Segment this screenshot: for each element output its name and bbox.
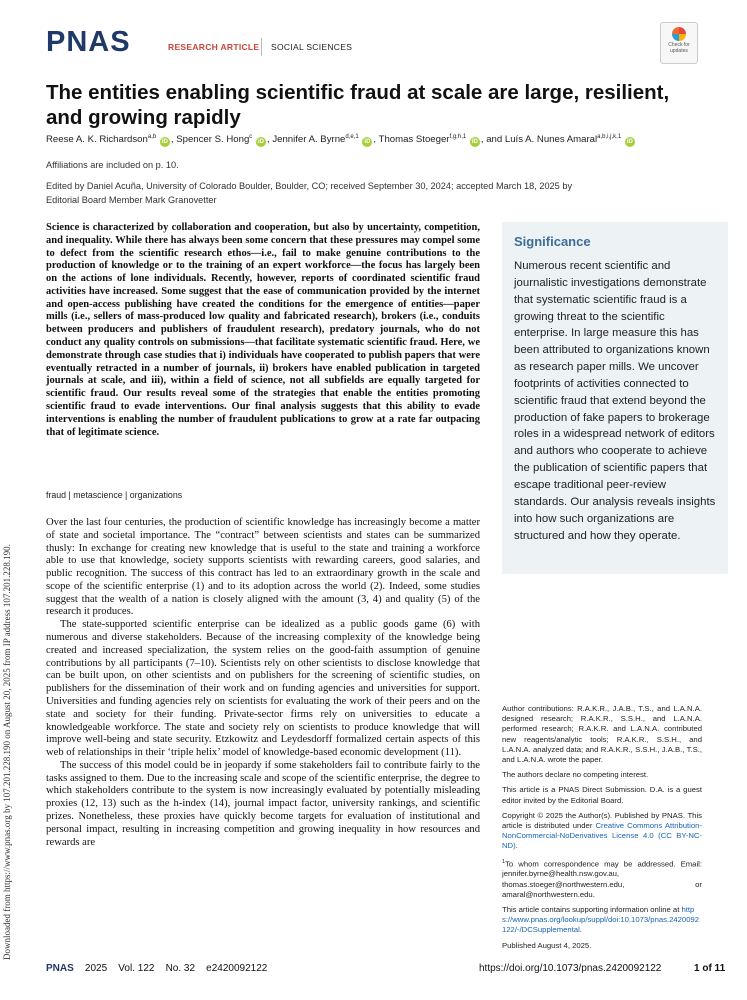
author-list bbox=[46, 134, 716, 147]
footer-volume: Vol. 122 bbox=[118, 963, 155, 974]
footer-journal: PNAS bbox=[46, 963, 74, 974]
correspondence-note bbox=[502, 857, 702, 900]
license-link[interactable]: Creative Commons Attribution-NonCommercial-NoDerivatives License 4.0 (CC BY-NC-ND) bbox=[502, 821, 702, 851]
copyright-end: . bbox=[515, 841, 518, 851]
download-watermark: Downloaded from https://www.pnas.org by 107.201.228.190 on August 20, 2025 from IP address 107.201.228.190. bbox=[2, 544, 12, 960]
author-name[interactable]: Thomas Stoeger bbox=[378, 134, 450, 146]
footer-year: 2025 bbox=[84, 963, 108, 974]
author-name[interactable]: Reese A. K. Richardson bbox=[46, 134, 148, 146]
correspondence-text: To whom correspondence may be addressed. Email: jennifer.byrne@health.nsw.gov.au, thomas.stoeger@northwestern.edu, or amaral@northwestern.edu. bbox=[502, 859, 702, 899]
significance-title: Significance bbox=[514, 234, 591, 249]
copyright-text: Copyright © 2025 the Author(s). Published by PNAS. This article is distributed under bbox=[502, 810, 702, 831]
editor-note: Edited by Daniel Acuña, University of Colorado Boulder, Boulder, CO; received September 30, 2024; accepted March 18, 2025 by Editorial Board Member Mark Granovetter bbox=[46, 181, 573, 205]
footer-doi-link[interactable]: https://doi.org/10.1073/pnas.2420092122 bbox=[479, 963, 662, 974]
body-paragraph: The success of this model could be in jeopardy if some stakeholders fail to contribute fairly to the tasks assigned to them. Due to the increasing scale and scope of the scientific enterprise, the degree to which stakeholders contribute to the system is now increasingly evaluated by potentially misleading proxies (12, 13) such as the h-index (14), journal impact factor, university rankings, and scientific prizes. Nonetheless, these proxies have quickly become targets for evaluation of institutional and personal impact, resulting in increasing competition and growing inequality in how resources and rewards are bbox=[46, 759, 480, 848]
correspondence-sup: 1 bbox=[502, 858, 506, 865]
supporting-info-note bbox=[502, 905, 702, 936]
affiliations-note: Affiliations are included on p. 10. bbox=[46, 160, 179, 170]
copyright-note bbox=[502, 811, 702, 852]
footer-page-number: 1 of 11 bbox=[694, 963, 726, 974]
author-separator: , bbox=[266, 134, 273, 146]
author-separator: , bbox=[373, 134, 379, 146]
competing-interest: The authors declare no competing interest. bbox=[502, 770, 649, 780]
check-updates-line1: Check for bbox=[668, 42, 690, 48]
abstract: Science is characterized by collaboration and cooperation, but also by uncertainty, competition, and inequality. While there has always been some concern that these pressures may compel some to defect from the scientific research ethos—i.e., fail to make genuine contributions to the production of knowledge or to the training of an expert workforce—the focus has largely been on the actions of lone individuals. Recently, however, reports of coordinated scientific fraud activities have increased. Some suggest that the ease of communication provided by the internet and open-access publishing have created the conditions for the emergence of entities—paper mills (i.e., sellers of mass-produced low quality and fabricated research), brokers (i.e., conduits between producers and publishers of fraudulent research), predatory journals, who do not conduct any quality controls on submissions—that facilitate systematic scientific fraud. Here, we demonstrate through case studies that i) individuals have cooperated to publish papers that were eventually retracted in a number of journals, ii) brokers have enabled publication in targeted journals at scale, and iii), within a field of science, not all subfields are equally targeted for scientific fraud. Our results reveal some of the strategies that enable the entities promoting scientific fraud to evade interventions. Our final analysis suggests that this ability to evade interventions is enabling the number of fraudulent publications to grow at a rate far outpacing that of legitimate science. bbox=[46, 222, 480, 438]
published-date: Published August 4, 2025. bbox=[502, 940, 592, 950]
author-affil-sup: a,b bbox=[147, 134, 157, 140]
header-divider bbox=[261, 38, 262, 56]
author-name[interactable]: Spencer S. Hong bbox=[176, 134, 250, 146]
author-separator: , and bbox=[480, 134, 505, 146]
crossmark-icon bbox=[672, 27, 686, 41]
supp-text: This article contains supporting information online at bbox=[502, 905, 682, 915]
journal-logo[interactable]: PNAS bbox=[46, 26, 131, 58]
author-affil-sup: d,e,1 bbox=[345, 134, 359, 140]
article-title: The entities enabling scientific fraud at scale are large, resilient, and growing rapidly bbox=[46, 81, 670, 129]
orcid-icon[interactable]: iD bbox=[364, 139, 371, 146]
keywords: fraud | metascience | organizations bbox=[46, 490, 183, 500]
author-affil-sup: f,g,h,1 bbox=[449, 134, 467, 140]
orcid-icon[interactable]: iD bbox=[161, 139, 168, 146]
footer-citation bbox=[46, 963, 267, 974]
check-for-updates-button[interactable] bbox=[660, 22, 698, 64]
footer-issue: No. 32 bbox=[165, 963, 196, 974]
author-affil-sup: a,b,i,j,k,1 bbox=[597, 134, 622, 140]
author-affil-sup: c bbox=[249, 134, 253, 140]
author-name[interactable]: Jennifer A. Byrne bbox=[272, 134, 346, 146]
article-type-label: RESEARCH ARTICLE bbox=[168, 42, 260, 52]
direct-submission-note: This article is a PNAS Direct Submission. D.A. is a guest editor invited by the Editorial Board. bbox=[502, 785, 702, 805]
check-updates-line2: updates bbox=[670, 48, 688, 54]
main-body-text bbox=[46, 517, 480, 849]
significance-text: Numerous recent scientific and journalistic investigations demonstrate that systematic scientific fraud is a growing threat to the scientific enterprise. In large measure this has been attributed to organizations known as research paper mills. We uncover footprints of activities connected to scientific fraud that extend beyond the production of fake papers to brokerage roles in a widespread network of editors and authors who cooperate to achieve the publication of scientific papers that escape traditional peer-review standards. Our analysis reveals insights into how such organizations are structured and how they operate. bbox=[514, 260, 716, 542]
orcid-icon[interactable]: iD bbox=[471, 139, 478, 146]
orcid-icon[interactable]: iD bbox=[626, 139, 633, 146]
footer-article-id: e2420092122 bbox=[206, 963, 268, 974]
supp-end: . bbox=[579, 925, 582, 935]
author-contributions: Author contributions: R.A.K.R., J.A.B., T.S., and L.A.N.A. designed research; R.A.K.R., S.S.H., and L.A.N.A. performed research; R.A.K.R. and L.A.N.A. contributed new reagents/analytic tools; R.A.K.R., S.S.H., and L.A.N.A. analyzed data; and R.A.K.R., S.S.H., J.A.B., T.S., and L.A.N.A. wrote the paper. bbox=[502, 704, 702, 765]
body-paragraph: Over the last four centuries, the production of scientific knowledge has increasingly become a matter of state and societal importance. The “contract” between scientists and states can be summarized thusly: In exchange for creating new knowledge that is useful to the state and training a workforce able to use that knowledge, society supports scientists with rewarding careers, good salaries, and public recognition. The success of this contract has led to an extraordinary growth in the scale and scope of the scientific enterprise (1) and to its adoption across the world (2). Indeed, some studies suggest that the wealth of a nation is closely aligned with the amount (3, 4) and quality (5) of the research it produces. bbox=[46, 517, 480, 618]
supporting-info-link[interactable]: https://www.pnas.org/lookup/suppl/doi:10.1073/pnas.2420092122/-/DCSupplemental bbox=[502, 905, 700, 935]
orcid-icon[interactable]: iD bbox=[257, 139, 264, 146]
author-separator: , bbox=[170, 134, 177, 146]
author-name[interactable]: Luís A. Nunes Amaral bbox=[504, 134, 598, 146]
body-paragraph: The state-supported scientific enterprise can be idealized as a public goods game (6) with numerous and diverse stakeholders. Because of the increasing complexity of the knowledge being created and increased specialization, the system relies on the good-faith assumption of genuine contributions by all participants (7–10). Scientists rely on other scientists to disclose knowledge that can be built upon, on other scientists and on publishers for the screening of scientific studies, on publishers for the dissemination of their work and on funding agencies and universities for support. Universities and funding agencies rely on scientists for evaluating the work of their peers and on the state and society for their funding. Private-sector firms rely on universities to educate a knowledgeable workforce. The state and society rely on scientists to produce knowledge that will improve well-being and state security. Etzkowitz and Leydesdorff formalized certain aspects of this web of relationships in their ‘triple helix’ model of knowledge-based economic development (11). bbox=[46, 619, 480, 759]
subject-label: SOCIAL SCIENCES bbox=[271, 42, 353, 52]
article-metadata bbox=[502, 704, 702, 956]
